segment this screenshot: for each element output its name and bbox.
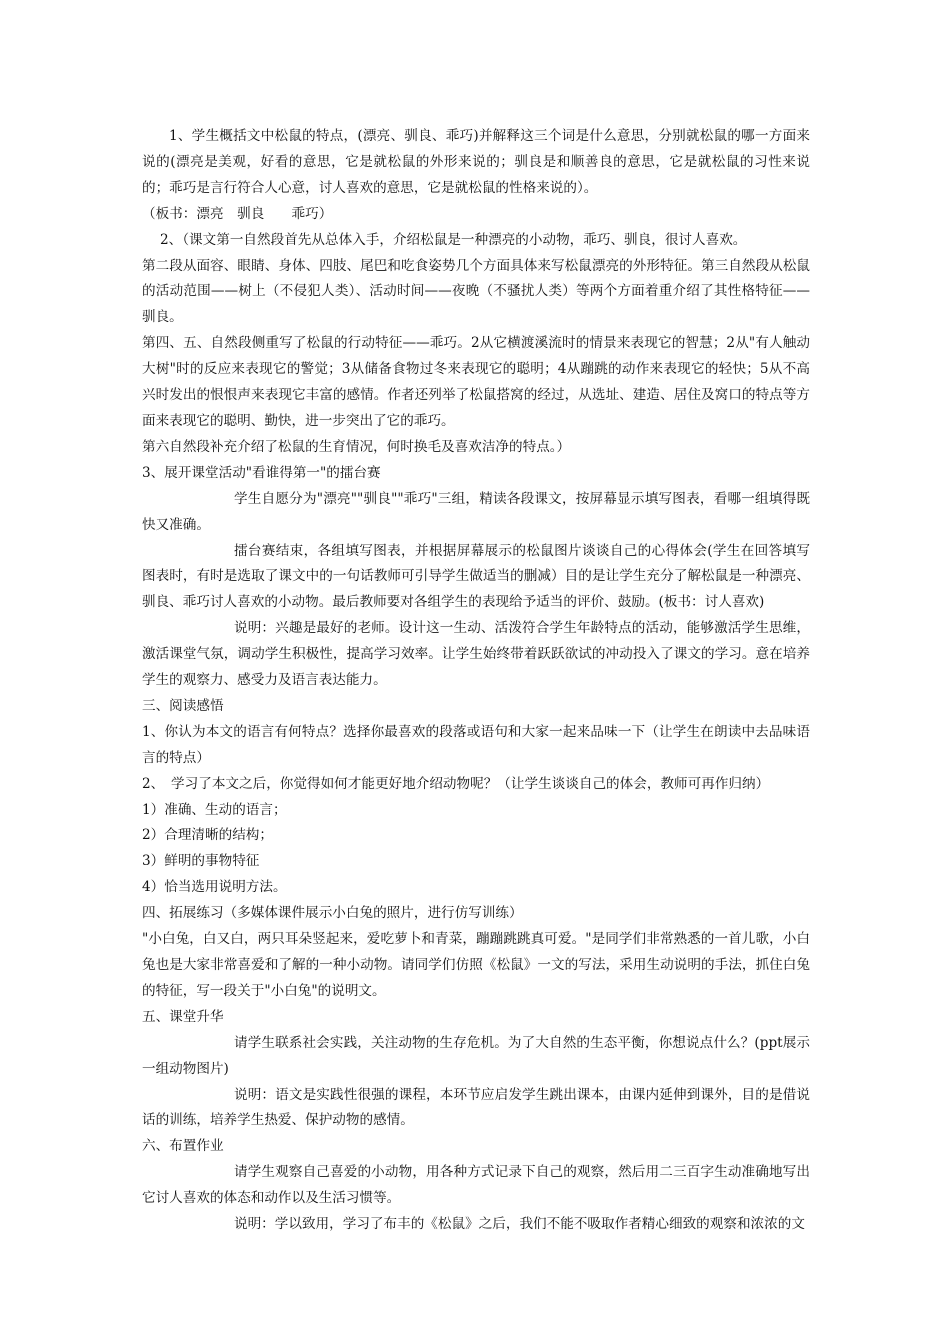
paragraph: 3、展开课堂活动"看谁得第一"的擂台赛 xyxy=(142,464,381,481)
paragraph: 学生自愿分为"漂亮""驯良""乖巧"三组，精读各段课文，按屏幕显示填写图表，看哪一组填得既快又准确。 xyxy=(142,490,810,533)
paragraph: 3）鲜明的事物特征 xyxy=(142,853,260,870)
paragraph: 说明：兴趣是最好的老师。设计这一生动、活泼符合学生年龄特点的活动，能够激活学生思维，激活课堂气氛，调动学生积极性，提高学习效率。让学生始终带着跃跃欲试的冲动投入了课文的学习。意在培养学生的观察力、感受力及语言表达能力。 xyxy=(142,620,810,689)
paragraph: 三、阅读感悟 xyxy=(142,697,224,714)
paragraph: 第六自然段补充介绍了松鼠的生育情况，何时换毛及喜欢洁净的特点。） xyxy=(142,438,571,455)
paragraph: 六、布置作业 xyxy=(142,1138,224,1155)
paragraph: 1、你认为本文的语言有何特点？选择你最喜欢的段落或语句和大家一起来品味一下（让学生在朗读中去品味语言的特点） xyxy=(142,723,810,766)
paragraph: 擂台赛结束，各组填写图表，并根据屏幕展示的松鼠图片谈谈自己的心得体会(学生在回答填写图表时，有时是选取了课文中的一句话教师可引导学生做适当的删减）目的是让学生充分了解松鼠是一种漂亮、驯良、乖巧讨人喜欢的小动物。最后教师要对各组学生的表现给予适当的评价、鼓励。(板书：讨人喜欢) xyxy=(142,542,810,611)
paragraph: 五、课堂升华 xyxy=(142,1008,224,1025)
document-page xyxy=(142,124,810,1238)
paragraph: 说明：学以致用，学习了布丰的《松鼠》之后，我们不能不吸取作者精心细致的观察和浓浓的文 xyxy=(234,1216,805,1233)
paragraph: 请学生联系社会实践，关注动物的生存危机。为了大自然的生态平衡，你想说点什么？(ppt展示一组动物图片) xyxy=(142,1034,810,1077)
paragraph: 四、拓展练习（多媒体课件展示小白兔的照片，进行仿写训练） xyxy=(142,905,523,922)
paragraph: （板书：漂亮 驯良 乖巧） xyxy=(142,205,333,222)
paragraph: 请学生观察自己喜爱的小动物，用各种方式记录下自己的观察，然后用二三百字生动准确地写出它讨人喜欢的体态和动作以及生活习惯等。 xyxy=(142,1164,810,1207)
paragraph: 2）合理清晰的结构； xyxy=(142,827,273,844)
paragraph: 第二段从面容、眼睛、身体、四肢、尾巴和吃食姿势几个方面具体来写松鼠漂亮的外形特征。第三自然段从松鼠的活动范围——树上（不侵犯人类）、活动时间——夜晚（不骚扰人类）等两个方面着重介绍了其性格特征——驯良。 xyxy=(142,257,810,326)
paragraph: 说明：语文是实践性很强的课程，本环节应启发学生跳出课本，由课内延伸到课外，目的是借说话的训练，培养学生热爱、保护动物的感情。 xyxy=(142,1086,810,1129)
paragraph: 1、学生概括文中松鼠的特点，(漂亮、驯良、乖巧)并解释这三个词是什么意思，分别就松鼠的哪一方面来说的(漂亮是美观，好看的意思，它是就松鼠的外形来说的；驯良是和顺善良的意思，它是就松鼠的习性来说的；乖巧是言行符合人心意，讨人喜欢的意思，它是就松鼠的性格来说的）。 xyxy=(142,128,810,196)
paragraph: 4）恰当选用说明方法。 xyxy=(142,879,287,896)
paragraph: 1）准确、生动的语言； xyxy=(142,801,287,818)
paragraph: 2、 学习了本文之后，你觉得如何才能更好地介绍动物呢？（让学生谈谈自己的体会，教师可再作归纳） xyxy=(142,775,770,792)
paragraph: "小白兔，白又白，两只耳朵竖起来，爱吃萝卜和青菜，蹦蹦跳跳真可爱。"是同学们非常熟悉的一首儿歌，小白兔也是大家非常喜爱和了解的一种小动物。请同学们仿照《松鼠》一文的写法，采用生动说明的手法，抓住白兔的特征，写一段关于"小白兔"的说明文。 xyxy=(142,931,810,999)
paragraph: 第四、五、自然段侧重写了松鼠的行动特征——乖巧。2从它横渡溪流时的情景来表现它的智慧；2从"有人触动大树"时的反应来表现它的警觉；3从储备食物过冬来表现它的聪明；4从蹦跳的动作来表现它的轻快；5从不高兴时发出的恨恨声来表现它丰富的感情。作者还列举了松鼠搭窝的经过，从选址、建造、居住及窝口的特点等方面来表现它的聪明、勤快，进一步突出了它的乖巧。 xyxy=(142,335,810,429)
paragraph: 2、（课文第一自然段首先从总体入手，介绍松鼠是一种漂亮的小动物，乖巧、驯良，很讨人喜欢。 xyxy=(160,231,747,248)
